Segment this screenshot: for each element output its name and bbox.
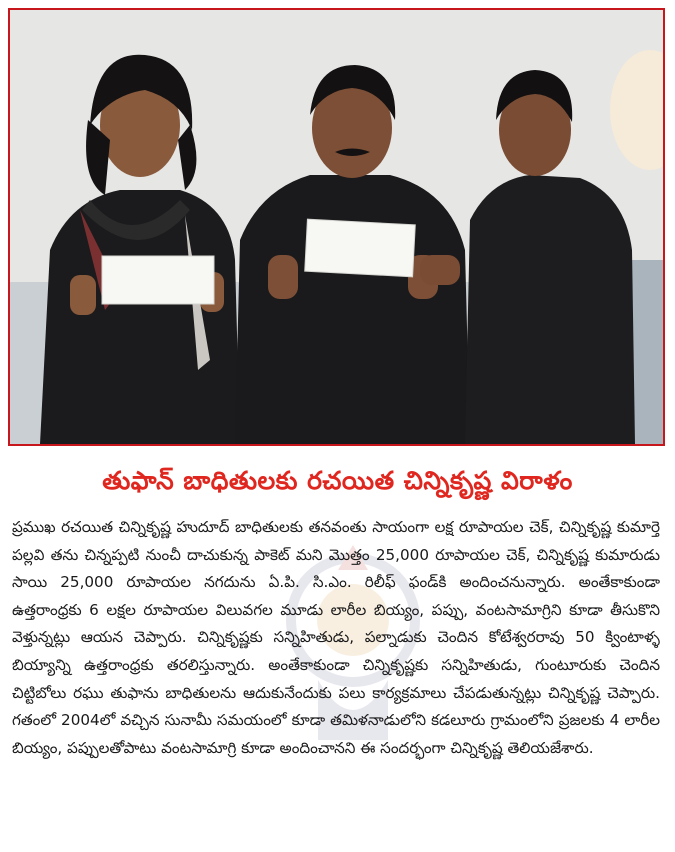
cheque-left xyxy=(102,256,214,304)
article-paragraph: ప్రముఖ రచయిత చిన్నికృష్ణ హుదూద్ బాధితులకు తనవంతు సాయంగా లక్ష రూపాయల చెక్, చిన్నికృష్ణ కుమార్తె పల్లవి తను చిన్నప్పటి నుంచీ దాచుకున్న పాకెట్ మని మొత్తం 25,000 రూపాయల చెక్, చిన్నికృష్ణ కుమారుడు సాయి 25,000 రూపాయల నగదును ఏ.పి. సి.ఎం. రిలీఫ్ ఫండ్‌కి అందించనున్నారు. అంతేకాకుండా ఉత్తరాంధ్రకు 6 లక్షల రూపాయల విలువగల మూడు లారీల బియ్యం, పప్పు, వంటసామాగ్రిని కూడా తీసుకొని వెళ్తున్నట్లు ఆయన చెప్పారు. చిన్నికృష్ణకు సన్నిహితుడు, పల్నాడుకు చెందిన కోటేశ్వరరావు 50 క్వింటాళ్ళ బియ్యాన్ని ఉత్తరాంధ్రకు తరలిస్తున్నారు. అంతేకాకుండా చిన్నికృష్ణకు సన్నిహితుడు, గుంటూరుకు చెందిన చిట్టిబోలు రఘు తుఫాను బాధితులను ఆదుకునేందుకు పలు కార్యక్రమాలు చేపడుతున్నట్లు చిన్నికృష్ణ చెప్పారు. గతంలో 2004లో వచ్చిన సునామీ సమయంలో కూడా తమిళనాడులోని కడలూరు గ్రామంలోని ప్రజలకు 4 లారీల బియ్యం, పప్పులతోపాటు వంటసామాగ్రి కూడా అందించానని ఈ సందర్భంగా చిన్నికృష్ణ తెలియజేశారు. xyxy=(12,518,660,757)
news-photo xyxy=(8,8,665,446)
cheque-middle xyxy=(305,219,416,277)
article-body xyxy=(12,514,660,762)
headline: తుఫాన్ బాధితులకు రచయిత చిన్నికృష్ణ విరాళం xyxy=(102,466,573,495)
cheque-handover-photo xyxy=(10,10,663,444)
